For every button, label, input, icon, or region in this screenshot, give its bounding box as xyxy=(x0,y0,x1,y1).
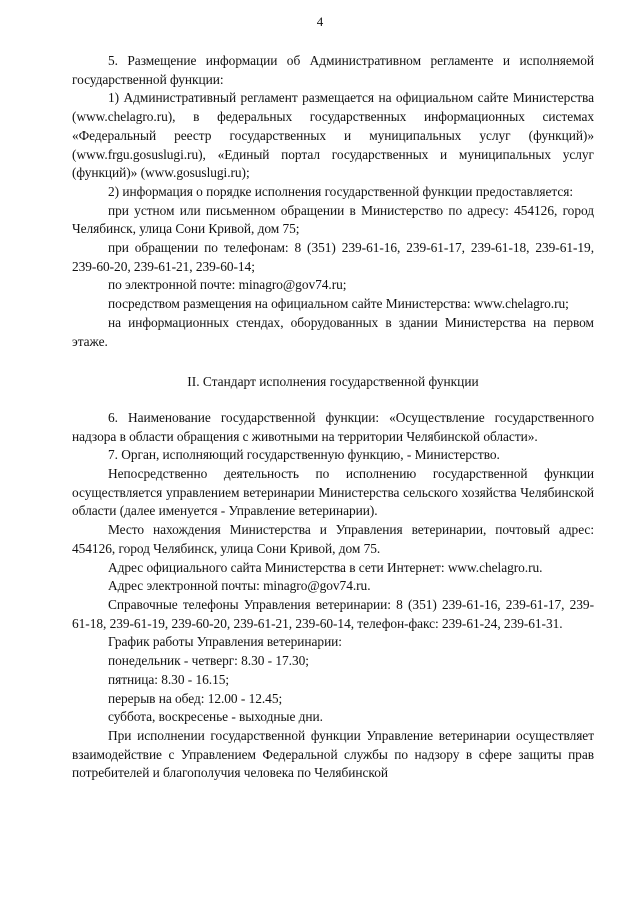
paragraph: при устном или письменном обращении в Министерство по адресу: 454126, город Челябинск, улица Сони Кривой, дом 75; xyxy=(72,202,594,237)
paragraph: 1) Административный регламент размещается на официальном сайте Министерства (www.chelagro.ru), в федеральных государственных информационных системах «Федеральный реестр государственных и муниципальных услуг (функций)» (www.frgu.gosuslugi.ru), «Единый портал государственных и муниципальных услуг (функций)» (www.gosuslugi.ru); xyxy=(72,90,594,181)
paragraph: при обращении по телефонам: 8 (351) 239-61-16, 239-61-17, 239-61-18, 239-61-19, 239-60-20, 239-61-21, 239-60-14; xyxy=(72,240,594,274)
paragraph: 5. Размещение информации об Административном регламенте и исполняемой государственной функции: xyxy=(72,53,594,87)
paragraph: Адрес электронной почты: minagro@gov74.ru. xyxy=(108,578,371,594)
paragraph: посредством размещения на официальном сайте Министерства: www.chelagro.ru; xyxy=(108,296,569,312)
paragraph: 7. Орган, исполняющий государственную функцию, - Министерство. xyxy=(108,447,500,463)
paragraph: Справочные телефоны Управления ветеринарии: 8 (351) 239-61-16, 239-61-17, 239-61-18, 239-61-19, 239-60-20, 239-61-21, 239-60-14, телефон-факс: 239-61-24, 239-61-31. xyxy=(72,596,594,631)
page-number: 4 xyxy=(316,14,324,29)
paragraph: по электронной почте: minagro@gov74.ru; xyxy=(108,277,347,293)
paragraph: 6. Наименование государственной функции: «Осуществление государственного надзора в области обращения с животными на территории Челябинской области». xyxy=(72,409,594,444)
document-body xyxy=(72,52,594,783)
paragraph: пятница: 8.30 - 16.15; xyxy=(108,671,230,687)
paragraph: Адрес официального сайта Министерства в сети Интернет: www.chelagro.ru. xyxy=(108,559,543,575)
paragraph: Непосредственно деятельность по исполнению государственной функции осуществляется управлением ветеринарии Министерства сельского хозяйства Челябинской области (далее именуется - Управление ветеринарии). xyxy=(72,466,594,519)
paragraph: перерыв на обед: 12.00 - 12.45; xyxy=(108,690,283,706)
section-heading: II. Стандарт исполнения государственной функции xyxy=(187,374,479,390)
paragraph: Место нахождения Министерства и Управления ветеринарии, почтовый адрес: 454126, город Челябинск, улица Сони Кривой, дом 75. xyxy=(72,522,594,556)
paragraph: График работы Управления ветеринарии: xyxy=(108,634,342,650)
paragraph: суббота, воскресенье - выходные дни. xyxy=(108,709,323,725)
paragraph: понедельник - четверг: 8.30 - 17.30; xyxy=(108,653,309,669)
paragraph: 2) информация о порядке исполнения государственной функции предоставляется: xyxy=(108,183,574,199)
paragraph: При исполнении государственной функции Управление ветеринарии осуществляет взаимодействие с Управлением Федеральной службы по надзору в сфере защиты прав потребителей и благополучия человека по Челябинской xyxy=(72,727,594,781)
paragraph: на информационных стендах, оборудованных в здании Министерства на первом этаже. xyxy=(72,314,594,349)
